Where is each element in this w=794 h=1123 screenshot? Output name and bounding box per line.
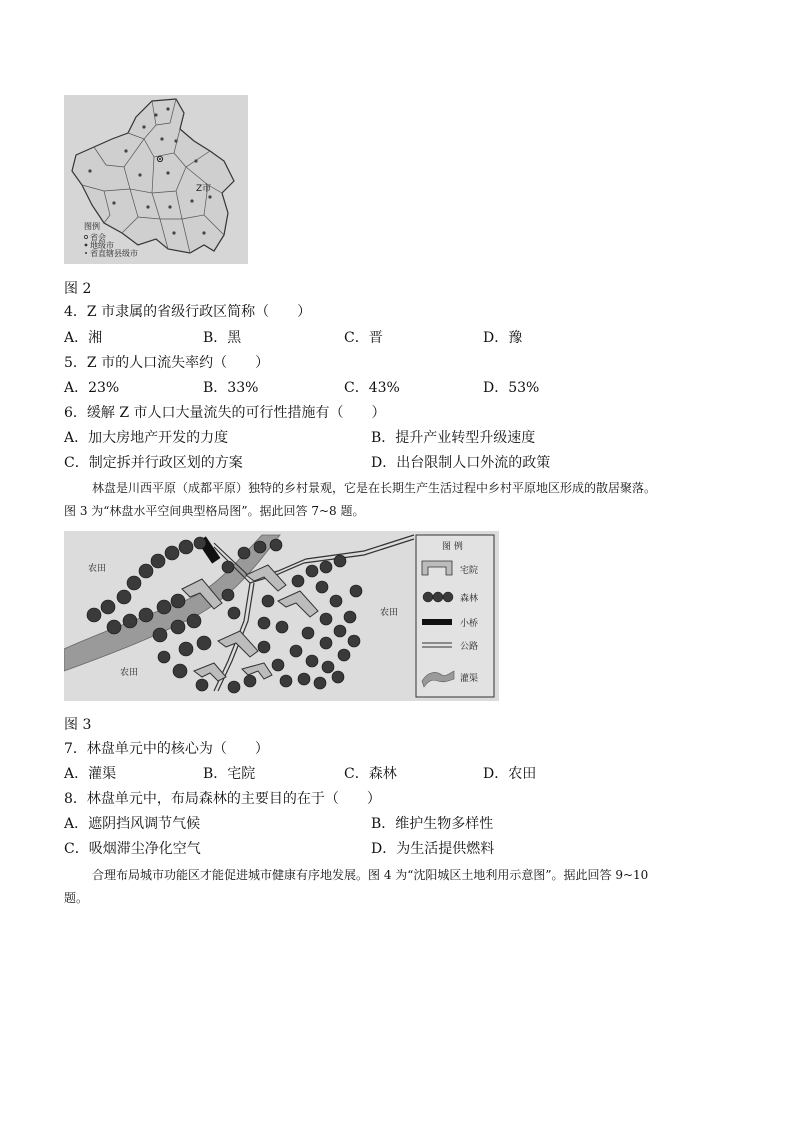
legend-bridge: 小桥 (460, 619, 479, 629)
map-legend-title: 图例 (84, 222, 100, 231)
q5-option-a[interactable]: A．23% (64, 380, 120, 396)
q7-option-c[interactable]: C．森林 (344, 766, 397, 782)
intro-7-8-line-2: 图 3 为“林盘水平空间典型格局图”。据此回答 7~8 题。 (64, 504, 365, 518)
figure-2-caption: 图 2 (64, 281, 92, 297)
q8-option-b[interactable]: B．维护生物多样性 (371, 816, 494, 832)
figure-3-legend (416, 535, 494, 697)
figure-2-map (64, 95, 248, 264)
question-4-stem: 4．Z 市隶属的省级行政区简称（ ） (64, 304, 312, 320)
field-label-1: 农田 (88, 564, 107, 574)
legend-prefecture-city: 地级市 (90, 241, 114, 250)
figure-3-caption: 图 3 (64, 717, 92, 733)
legend-capital: 省会 (90, 233, 106, 242)
legend-forest: 森林 (460, 594, 479, 604)
q7-option-b[interactable]: B．宅院 (203, 766, 256, 782)
figure-3-legend-title: 图 例 (442, 542, 463, 552)
province-map-graphic (64, 95, 248, 264)
z-city-label: Z市 (196, 184, 212, 194)
q8-option-d[interactable]: D．为生活提供燃料 (371, 841, 495, 857)
q8-option-c[interactable]: C．吸烟滞尘净化空气 (64, 841, 201, 857)
q6-option-b[interactable]: B．提升产业转型升级速度 (371, 430, 536, 446)
field-label-3: 农田 (120, 668, 139, 678)
legend-county-city: 省直辖县级市 (90, 249, 138, 258)
q4-option-c[interactable]: C．晋 (344, 330, 383, 346)
q5-option-b[interactable]: B．33% (203, 380, 259, 396)
question-7-stem: 7．林盘单元中的核心为（ ） (64, 741, 269, 757)
q6-option-c[interactable]: C．制定拆并行政区划的方案 (64, 455, 243, 471)
q6-option-a[interactable]: A．加大房地产开发的力度 (64, 430, 229, 446)
question-5-stem: 5．Z 市的人口流失率约（ ） (64, 355, 270, 371)
q4-option-d[interactable]: D．豫 (483, 330, 523, 346)
q5-option-d[interactable]: D．53% (483, 380, 540, 396)
q4-option-a[interactable]: A．湘 (64, 330, 103, 346)
question-6-stem: 6．缓解 Z 市人口大量流失的可行性措施有（ ） (64, 405, 386, 421)
q7-option-a[interactable]: A．灌渠 (64, 766, 117, 782)
legend-canal: 灌渠 (460, 674, 479, 684)
legend-bridge-symbol (422, 619, 452, 625)
q4-option-b[interactable]: B．黑 (203, 330, 242, 346)
legend-forest-symbol (423, 592, 453, 602)
intro-7-8-line-1: 林盘是川西平原（成都平原）独特的乡村景观，它是在长期生产生活过程中乡村平原地区形成的散居聚落。 (92, 481, 657, 495)
q6-option-d[interactable]: D．出台限制人口外流的政策 (371, 455, 551, 471)
q7-option-d[interactable]: D．农田 (483, 766, 537, 782)
legend-road: 公路 (460, 642, 479, 652)
q5-option-c[interactable]: C．43% (344, 380, 400, 396)
question-8-stem: 8．林盘单元中，布局森林的主要目的在于（ ） (64, 791, 381, 807)
linpan-diagram-graphic (64, 531, 499, 701)
intro-9-10-line-2: 题。 (64, 891, 89, 905)
figure-3-linpan-diagram (64, 531, 499, 701)
legend-courtyard: 宅院 (460, 566, 479, 576)
intro-9-10-line-1: 合理布局城市功能区才能促进城市健康有序地发展。图 4 为“沈阳城区土地利用示意图”。据此回答 9~10 (92, 868, 649, 882)
q8-option-a[interactable]: A．遮阴挡风调节气候 (64, 816, 201, 832)
field-label-2: 农田 (380, 608, 399, 618)
